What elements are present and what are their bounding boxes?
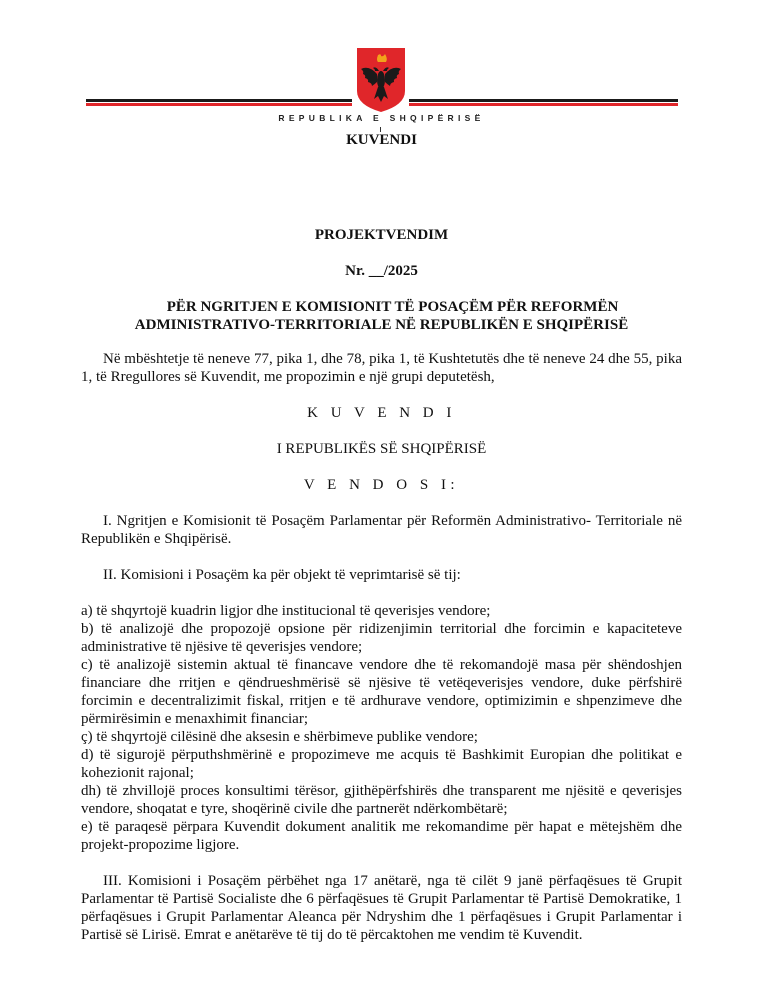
republic-label: REPUBLIKA E SHQIPËRISË	[278, 113, 485, 123]
document-type-title: PROJEKTVENDIM	[314, 227, 449, 243]
coat-of-arms-icon	[356, 47, 406, 113]
section-3: III. Komisioni i Posaçëm përbëhet nga 17 anëtarë, nga të cilët 9 janë përfaqësues të Grupit Parlamentar të Partisë Socialiste dhe 6 përfaqësues të Grupit Parlamentar të Partisë Demokratike, 1 përfaqësues i Grupit Parlamentar Aleanca për Ndryshim dhe 1 përfaqësues i Grupit Parlamentar i Partisë së Lirisë. Emrat e anëtarëve të tij do të përcaktohen me vendim të Kuvendit.	[81, 873, 682, 943]
list-item: d) të sigurojë përputhshmërinë e propozimeve me acquis të Bashkimit Europian dhe politikat e kohezionit rajonal;	[81, 747, 682, 781]
subject-line-1: PËR NGRITJEN E KOMISIONIT TË POSAÇËM PËR REFORMËN	[166, 299, 619, 315]
decides-heading: V E N D O S I:	[303, 477, 460, 493]
section-2-intro: II. Komisioni i Posaçëm ka për objekt të veprimtarisë së tij:	[103, 567, 461, 583]
list-item: dh) të zhvillojë proces konsultimi tërësor, gjithëpërfshirës dhe transparent me njësitë e qeverisjes vendore, shoqatat e tyre, shoqërinë civile dhe partnerët ndërkombëtarë;	[81, 783, 682, 817]
document-body	[81, 226, 682, 944]
section-2-list	[81, 602, 682, 854]
list-item: e) të paraqesë përpara Kuvendit dokument analitik me rekomandime për hapat e mëtejshëm dhe projekt-propozime ligjore.	[81, 819, 682, 853]
list-item: b) të analizojë dhe propozojë opsione për ridizenjimin territorial dhe forcimin e kapaciteteve administrative të njësive të qeverisjes vendore;	[81, 621, 682, 655]
subject-line-2: ADMINISTRATIVO-TERRITORIALE NË REPUBLIKËN E SHQIPËRISË	[134, 317, 629, 333]
preamble: Në mbështetje të neneve 77, pika 1, dhe 78, pika 1, të Kushtetutës dhe të neneve 24 dhe 55, pika 1, të Rregullores së Kuvendit, me propozimin e një grupi deputetësh,	[81, 351, 682, 385]
document-number: Nr. __/2025	[345, 263, 418, 279]
letterhead	[0, 0, 763, 150]
section-1: I. Ngritjen e Komisionit të Posaçëm Parlamentar për Reformën Administrativo- Territoriale në Republikën e Shqipërisë.	[81, 513, 682, 547]
assembly-subheading: I REPUBLIKËS SË SHQIPËRISË	[276, 441, 487, 457]
list-item: a) të shqyrtojë kuadrin ligjor dhe institucional të qeverisjes vendore;	[81, 603, 491, 619]
list-item: ç) të shqyrtojë cilësinë dhe aksesin e shërbimeve publike vendore;	[81, 729, 478, 745]
header-rule-left	[86, 99, 352, 106]
list-item: c) të analizojë sistemin aktual të financave vendore dhe të rekomandojë masa për shëndoshjen financiare dhe rritjen e qëndrueshmërisë së njësive të vetëqeverisjes vendore, duke përfshirë forcimin e decentralizimit fiskal, rritjen e të ardhurave vendore, optimizimin e shpenzimeve dhe përmirësimin e menaxhimit financiar;	[81, 657, 682, 727]
header-rule-right	[409, 99, 678, 106]
assembly-heading: K U V E N D I	[307, 405, 456, 421]
institution-title: KUVENDI	[346, 132, 417, 148]
